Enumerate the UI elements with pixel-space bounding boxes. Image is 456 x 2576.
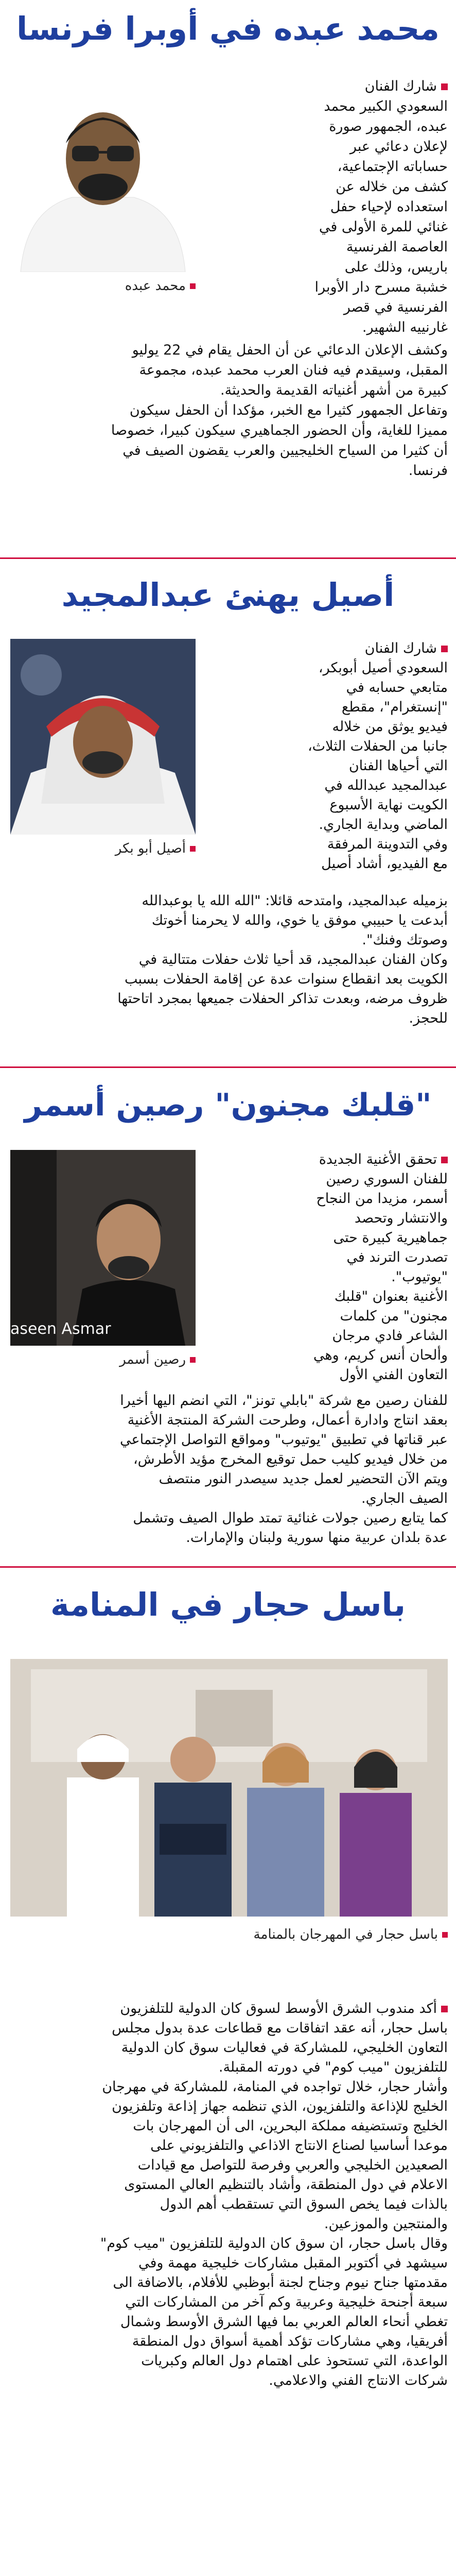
article-aseel-body: بزميله عبدالمجيد، وامتدحه قائلا: "الله الله يا بوعبدالله أبدعت يا حبيبي موفق يا خوي، والله لا يحرمنا أخوتك وصوتك وفنك". وكان الفنان عبدالمجيد، قد أحيا ثلاث حفلات متتالية في الكويت بعد انقطاع سنوات عدة عن إقامة الحفلات بسبب ظروف مرضه، وبعدت تذاكر الحفلات جميعها بمجرد اتاحتها للحجز. xyxy=(117,893,448,1026)
caption-marker-icon xyxy=(190,846,196,852)
photo-aseel xyxy=(10,639,196,835)
caption-marker-icon xyxy=(190,283,196,289)
caption-raseen-asmar xyxy=(10,1352,196,1367)
caption-mohammed-abdu xyxy=(10,278,196,294)
caption-text: محمد عبده xyxy=(125,278,186,294)
caption-text: أصيل أبو بكر xyxy=(115,841,186,856)
caption-marker-icon xyxy=(190,1357,196,1363)
article-raseen-col: تحقق الأغنية الجديدة للفنان السوري رصين أسمر، مزيدا من النجاح والانتشار وتحصد جماهيرية كبيرة حتى تصدرت الترند في "يوتيوب". الأغنية بعنوان "قلبك مجنون" من كلمات الشاعر فادي مرجان وألحان أنس كريم، وهي التعاون الفني الأول xyxy=(313,1151,448,1383)
section-divider xyxy=(0,1066,456,1068)
headline-aseel: أصيل يهنئ عبدالمجيد xyxy=(61,576,395,614)
paragraph-marker-icon xyxy=(441,2006,448,2012)
headline-basel-hajjar: باسل حجار في المنامة xyxy=(50,1586,406,1623)
article-mohammed-abdu-col: شارك الفنان السعودي الكبير محمد عبده، الجمهور صورة لإعلان دعائي عبر حساباته الإجتماعية، كشف من خلاله عن استعداده لإحياء حفل غنائي للمرة الأولى في العاصمة الفرنسية باريس، وذلك على خشبة مسرح دار الأوبرا الفرنسية في قصر غارنييه الشهير. xyxy=(314,78,448,335)
photo-raseen-asmar xyxy=(10,1150,196,1346)
headline-raseen-asmar: "قلبك مجنون" رصين أسمر xyxy=(24,1087,432,1123)
caption-marker-icon xyxy=(442,1932,448,1938)
caption-text: باسل حجار في المهرجان بالمنامة xyxy=(253,1927,438,1942)
article-mohammed-abdu-body: وكشف الإعلان الدعائي عن أن الحفل يقام في 22 يوليو المقبل، وسيقدم فيه فنان العرب محمد عبده، مجموعة كبيرة من أشهر أغنياته القديمة والحديثة. وتفاعل الجمهور كثيرا مع الخبر، مؤكدا أن الحفل سيكون مميزا للغاية، وأن الحضور الجماهيري سيكون كبيرا، خصوصا أن كثيرا من السياح الخليجيين والعرب يقضون الصيف في فرنسا. xyxy=(111,342,448,479)
caption-basel-hajjar xyxy=(10,1927,448,1942)
headline-mohammed-abdu: محمد عبده في أوبرا فرنسا xyxy=(16,10,440,47)
section-divider xyxy=(0,557,456,559)
photo-mohammed-abdu xyxy=(10,76,196,272)
caption-aseel xyxy=(10,841,196,856)
article-aseel-col: شارك الفنان السعودي أصيل أبوبكر، متابعي حسابه في "إنستغرام"، مقطع فيديو يوثق من خلاله جانبا من الحفلات الثلاث، التي أحياها الفنان عبدالمجيد عبدالله في الكويت نهاية الأسبوع الماضي وبداية الجاري. وفي التدوينة المرفقة مع الفيديو، أشاد أصيل xyxy=(307,640,448,872)
paragraph-marker-icon xyxy=(441,646,448,652)
paragraph-marker-icon xyxy=(441,1157,448,1163)
paragraph-marker-icon xyxy=(441,83,448,90)
article-raseen-body: للفنان رصين مع شركة "بابلي تونز"، التي انضم اليها أخيرا بعقد انتاج وادارة أعمال، وطرحت الشركة المنتجة الأغنية عبر قناتها في تطبيق "يوتيوب" ومواقع التواصل الإجتماعي من خلال فيديو كليب حمل توقيع المخرج مؤيد الأطرش، ويتم الآن التحضير لعمل جديد سيصدر النور منتصف الصيف الجاري. كما يتابع رصين جولات غنائية تمتد طوال الصيف وتشمل عدة بلدان عربية منها سورية ولبنان والإمارات. xyxy=(119,1393,448,1546)
photo-basel-hajjar xyxy=(10,1659,448,1917)
caption-text: رصين أسمر xyxy=(119,1352,186,1367)
section-divider xyxy=(0,1566,456,1568)
photo-overlay-text: aseen Asmar xyxy=(10,1320,111,1338)
article-basel-body: أكد مندوب الشرق الأوسط لسوق كان الدولية للتلفزيون باسل حجار، أنه عقد اتفاقات مع قطاعات عدة بدول مجلس التعاون الخليجي، للمشاركة في فعاليات سوق كان الدولية للتلفزيون "ميب كوم" في دورته المقبلة. وأشار حجار، خلال تواجده في المنامة، للمشاركة في مهرجان الخليج للإذاعة والتلفزيون، الذي تنظمه جهاز إذاعة وتلفزيون الخليج وتستضيفه مملكة البحرين، الى أن المهرجان بات موعدا أساسيا لصناع الانتاج الاذاعي والتلفزيوني على الصعيدين الخليجي والعربي وفرصة للتواصل مع قيادات الاعلام في دول المنطقة، وأشاد بالتنظيم العالي المستوى بالذات فيما يخص السوق التي تستقطب أهم الدول والمنتجين والموزعين. وقال باسل حجار، ان سوق كان الدولية للتلفزيون "ميب كوم" سيشهد في أكتوبر المقبل مشاركات خليجية مهمة وفي مقدمتها جناح نيوم وجناح لجنة أبوظبي للأفلام، بالاضافة الى سبعة أجنحة خليجية وعربية وكم آخر من المشاركات التي تغطي أنحاء العالم العربي بما فيها الشرق الأوسط وشمال أفريقيا، وهي مشاركات تؤكد أهمية أسواق دول المنطقة الواعدة، التي تستحوذ على اهتمام دول العالم وكبريات شركات الانتاج الفني والاعلامي. xyxy=(100,2001,448,2388)
